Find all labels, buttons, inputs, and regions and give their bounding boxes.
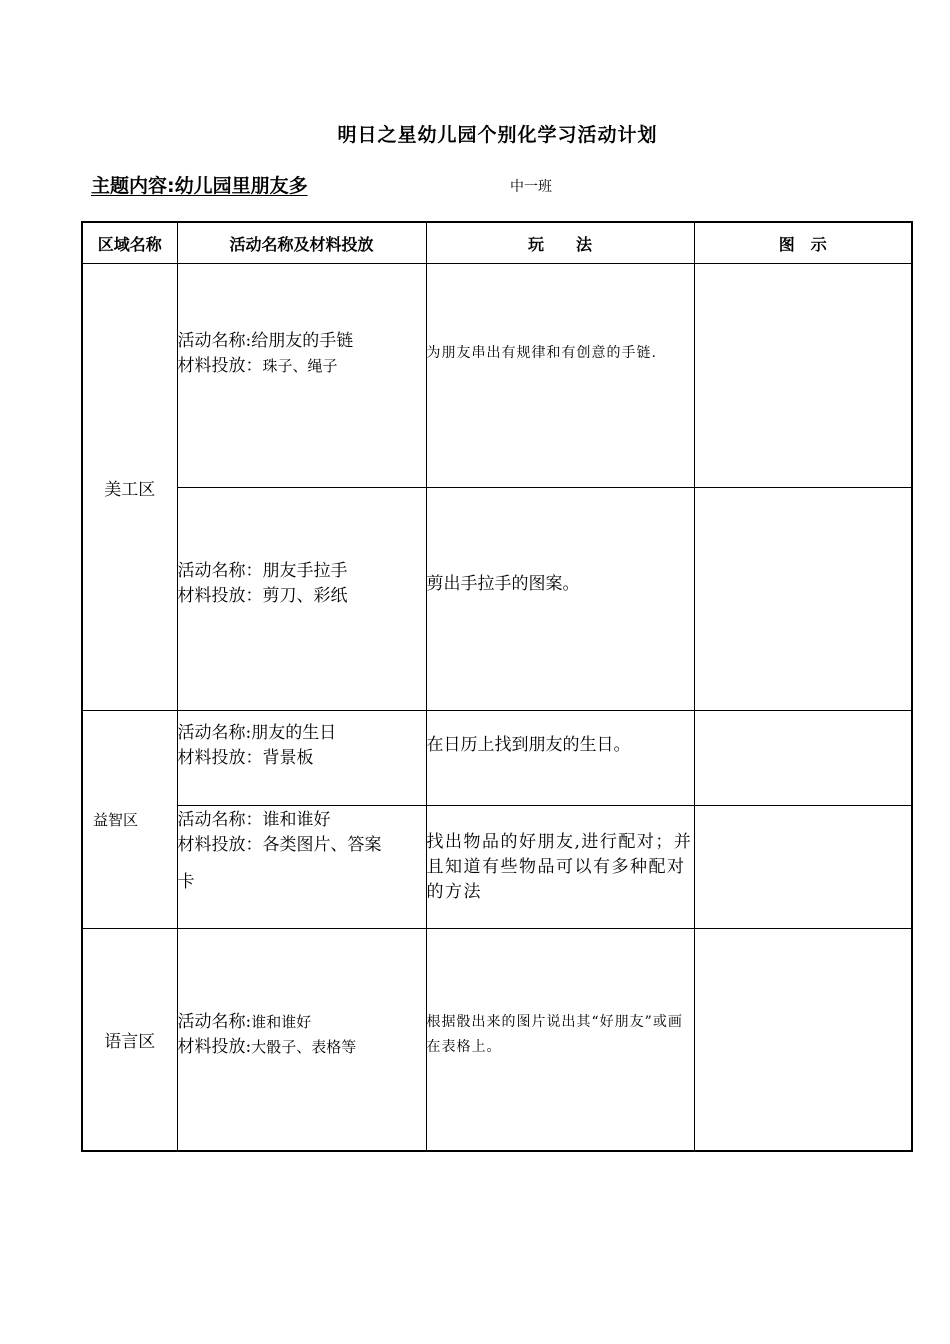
activity-name: 活动名称：谁和谁好	[177, 810, 331, 830]
picture-cell	[694, 264, 912, 488]
play-cell: 为朋友串出有规律和有创意的手链.	[426, 264, 694, 488]
activity-name: 活动名称:朋友的生日	[177, 723, 337, 743]
materials-value: 大骰子、表格等	[251, 1038, 357, 1057]
area-puzzle: 益智区	[82, 711, 177, 929]
play-cell: 根据骰出来的图片说出其“好朋友”或画在表格上。	[426, 929, 694, 1151]
activity-name	[178, 1010, 426, 1035]
activity-cell	[177, 264, 426, 488]
header-area: 区域名称	[82, 222, 177, 264]
materials-value: 珠子、绳子	[262, 356, 338, 375]
activity-name-label: 活动名称:	[177, 1012, 252, 1033]
play-cell: 找出物品的好朋友,进行配对；并且知道有些物品可以有多种配对的方法	[426, 806, 694, 929]
activity-plan-table	[81, 221, 913, 1152]
materials: 材料投放：剪刀、彩纸	[177, 586, 348, 606]
area-art: 美工区	[82, 264, 177, 711]
table-row	[82, 929, 912, 1151]
page-title: 明日之星幼儿园个别化学习活动计划	[337, 124, 658, 146]
table-row	[82, 264, 912, 488]
materials-line-1: 材料投放：各类图片、答案	[177, 835, 382, 855]
theme-heading: 主题内容:幼儿园里朋友多	[91, 175, 308, 197]
materials-label: 材料投放：	[177, 355, 263, 376]
activity-name: 活动名称：朋友手拉手	[177, 561, 348, 581]
area-language: 语言区	[82, 929, 177, 1151]
table-row	[82, 806, 912, 929]
picture-cell	[694, 711, 912, 806]
activity-name: 活动名称:给朋友的手链	[177, 330, 354, 351]
activity-cell	[177, 488, 426, 711]
materials	[178, 1035, 426, 1060]
activity-cell	[177, 711, 426, 806]
header-picture: 图 示	[694, 222, 912, 264]
table-header-row	[82, 222, 912, 264]
picture-cell	[694, 806, 912, 929]
materials	[178, 354, 426, 379]
materials-label: 材料投放:	[177, 1037, 252, 1058]
table-row	[82, 488, 912, 711]
class-name: 中一班	[510, 179, 552, 195]
materials: 材料投放：背景板	[177, 748, 314, 768]
picture-cell	[694, 929, 912, 1151]
play-cell: 剪出手拉手的图案。	[426, 488, 694, 711]
activity-cell	[177, 929, 426, 1151]
picture-cell	[694, 488, 912, 711]
header-activity: 活动名称及材料投放	[177, 222, 426, 264]
header-play: 玩 法	[426, 222, 694, 264]
table-row	[82, 711, 912, 806]
activity-cell	[177, 806, 426, 929]
play-cell: 在日历上找到朋友的生日。	[426, 711, 694, 806]
activity-name-value: 谁和谁好	[251, 1013, 312, 1032]
materials-line-2: 卡	[177, 872, 195, 892]
